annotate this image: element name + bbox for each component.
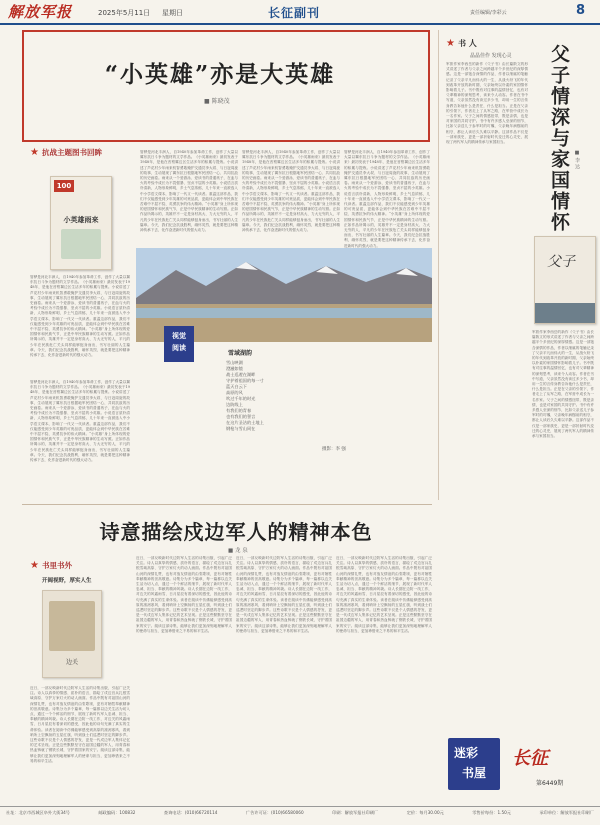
column-tag-shulishuwai — [30, 560, 72, 571]
book-cover-title: 小英雄雨来 — [63, 215, 99, 224]
page-number: 8 — [576, 3, 586, 18]
poem-line: 也有我们的誓言 — [226, 414, 256, 419]
bottom-feature-subheading: 开阔视野，厚实人生 — [42, 578, 92, 584]
top-feature-body-col-1: 管桦是河北丰润人，自1940年参加革命工作，创作了大量以冀东抗日斗争为题材的文学作品。《小英雄雨来》最初发表于1948年，是他在晋察冀边区生活多年的积累与提炼。小说讲述了芦花村少年雨来机智勇敢掩护交通员李大叔、与日寇周旋的故事，生动展现了冀东抗日根据地军民团结一心、共同抗敌的历史画卷。雨来从一个爱游泳、爱读书的普通孩子，在血与火的考验中成长为不畏强暴、坚贞不屈的小英雄。小说语言质朴清新，人物形象鲜明，乡土气息浓郁，几十年来一直被选入中小学语文课本，影响了一代又一代读者。重温这部作品，我们不仅能感受到少年英雄的可贵品质，更能体会到中华民族在苦难中不屈不挠、英勇抗争的伟大精神。“小英雄”身上所体现的爱国情怀和民族气节，正是中华民族精神的生动写照。正如作品所揭示的，英雄并不一定是身材高大、力大无穷的人，平凡的少年在民族危亡关头同样能够挺身而出，书写壮丽的人生篇章。今天，我们纪念抗战胜利，缅怀英烈，就是要把这种精神传承下去，化作奋进新时代的强大动力。 — [140, 150, 238, 233]
poem-line: 边防线上 — [226, 402, 243, 407]
visual-reading-tag-line1: 视觉 — [172, 332, 186, 340]
footer-rule — [0, 806, 600, 807]
poem-line: 蓝天白云下 — [226, 384, 247, 389]
shuwu-label: 书屋 — [462, 766, 487, 780]
book-people-tag-label: 书 人 — [457, 39, 477, 48]
bottom-feature-title: 诗意描绘戍边军人的精神本色 — [99, 520, 373, 544]
poem-line: 钢枪与雪山同在 — [226, 426, 256, 431]
book-cover-fuzi-title: 父子 — [547, 254, 575, 270]
poem-line: 雪山映湖 — [226, 360, 243, 365]
top-feature-body-col-3: 管桦是河北丰润人，自1940年参加革命工作，创作了大量以冀东抗日斗争为题材的文学作品。《小英雄雨来》最初发表于1948年，是他在晋察冀边区生活多年的积累与提炼。小说讲述了芦花村少年雨来机智勇敢掩护交通员李大叔、与日寇周旋的故事，生动展现了冀东抗日根据地军民团结一心、共同抗敌的历史画卷。雨来从一个爱游泳、爱读书的普通孩子，在血与火的考验中成长为不畏强暴、坚贞不屈的小英雄。小说语言质朴清新，人物形象鲜明，乡土气息浓郁，几十年来一直被选入中小学语文课本，影响了一代又一代读者。重温这部作品，我们不仅能感受到少年英雄的可贵品质，更能体会到中华民族在苦难中不屈不挠、英勇抗争的伟大精神。“小英雄”身上所体现的爱国情怀和民族气节，正是中华民族精神的生动写照。正如作品所揭示的，英雄并不一定是身材高大、力大无穷的人，平凡的少年在民族危亡关头同样能够挺身而出，书写壮丽的人生篇章。今天，我们纪念抗战胜利，缅怀英烈，就是要把这种精神传承下去，化作奋进新时代的强大动力。 — [344, 150, 430, 248]
column-tag-antiwar — [30, 146, 102, 158]
footer-postcode: 邮政编码：100832 — [98, 810, 136, 815]
poem-line: 守护着祖国的每一寸 — [226, 378, 264, 383]
book-cover-bianguan-art — [49, 601, 95, 651]
star-icon: ★ — [446, 38, 455, 49]
section-name: 长征副刊 — [268, 6, 321, 20]
bottom-feature-author: ■ 龙 泉 — [228, 548, 248, 554]
top-feature-author: ■ 陈晓茂 — [204, 98, 230, 105]
star-icon: ★ — [30, 560, 39, 571]
book-cover-fuzi — [534, 236, 596, 324]
bottom-feature-caption-text: 近日，一部反映新时代边防军人生活的诗集出版，引起广泛关注。诗人以真挚的情感、质朴的语言，描绘了戍边官兵扎根雪域高原、守护万家灯火的动人画面。作品中既有对祖国山河的深情礼赞，也有对战友情谊的由衷歌颂，更有对牺牲奉献精神的崇高敬意。诗集分为多个篇章，每一篇都以边关生活为切入点，通过一个个鲜活的细节，展现了新时代军人忠诚、担当、奉献的精神风貌。诗人长期在边防一线工作，对边关的风霜雨雪、日月星辰有着深切的感受，因此他的诗句充满了真实的生命体验。读者在阅读中仿佛能够感受到高原的凛冽寒风，看到哨所上空飘扬的五星红旗，听到战士们巡逻时坚定的脚步声。这些诗歌不仅是个人情感的抒发，更是一代戍边军人集体记忆的艺术呈现。正是这些默默坚守在祖国边疆的军人，用青春和热血铸就了钢铁长城，守护着国家的安宁。阅读这部诗集，能够让我们更加深刻地理解军人的使命与担当，更加珍惜来之不易的和平生活。 — [30, 686, 130, 763]
newspaper-logo: 解放军报 — [8, 3, 73, 21]
poem-title: 雪域湖韵 — [228, 350, 253, 357]
top-feature-caption-text: 管桦是河北丰润人，自1940年参加革命工作，创作了大量以冀东抗日斗争为题材的文学作品。《小英雄雨来》最初发表于1948年，是他在晋察冀边区生活多年的积累与提炼。小说讲述了芦花村少年雨来机智勇敢掩护交通员李大叔、与日寇周旋的故事，生动展现了冀东抗日根据地军民团结一心、共同抗敌的历史画卷。雨来从一个爱游泳、爱读书的普通孩子，在血与火的考验中成长为不畏强暴、坚贞不屈的小英雄。小说语言质朴清新，人物形象鲜明，乡土气息浓郁，几十年来一直被选入中小学语文课本，影响了一代又一代读者。重温这部作品，我们不仅能感受到少年英雄的可贵品质，更能体会到中华民族在苦难中不屈不挠、英勇抗争的伟大精神。“小英雄”身上所体现的爱国情怀和民族气节，正是中华民族精神的生动写照。正如作品所揭示的，英雄并不一定是身材高大、力大无穷的人，平凡的少年在民族危亡关头同样能够挺身而出，书写壮丽的人生篇章。今天，我们纪念抗战胜利，缅怀英烈，就是要把这种精神传承下去，化作奋进新时代的强大动力。 — [30, 275, 130, 358]
poem-line: 有我们的青春 — [226, 408, 252, 413]
bottom-feature-body-col-1: 近日，一部反映新时代边防军人生活的诗集出版，引起广泛关注。诗人以真挚的情感、质朴的语言，描绘了戍边官兵扎根雪域高原、守护万家灯火的动人画面。作品中既有对祖国山河的深情礼赞，也有对战友情谊的由衷歌颂，更有对牺牲奉献精神的崇高敬意。诗集分为多个篇章，每一篇都以边关生活为切入点，通过一个个鲜活的细节，展现了新时代军人忠诚、担当、奉献的精神风貌。诗人长期在边防一线工作，对边关的风霜雨雪、日月星辰有着深切的感受，因此他的诗句充满了真实的生命体验。读者在阅读中仿佛能够感受到高原的凛冽寒风，看到哨所上空飘扬的五星红旗，听到战士们巡逻时坚定的脚步声。这些诗歌不仅是个人情感的抒发，更是一代戍边军人集体记忆的艺术呈现。正是这些默默坚守在祖国边疆的军人，用青春和热血铸就了钢铁长城，守护着国家的安宁。阅读这部诗集，能够让我们更加深刻地理解军人的使命与担当，更加珍惜来之不易的和平生活。 — [136, 556, 232, 633]
book-people-author: ■ 李 达 — [574, 150, 580, 170]
photo-credit: 摄影：李 强 — [322, 447, 346, 452]
book-cover-illustration — [61, 229, 101, 259]
book-people-body-col-1: 军旅作家李西岳的新作《父子书》由长篇散文的形式讲述了作者与父亲之间跨越半个多世纪的深厚情感。这是一部饱含深情的作品，作者以细腻的笔触记录了父亲平凡而伟大的一生，从战火纷飞的年代到改革开放的新时期，父亲始终以朴素的家国情怀影响着儿子。书中既有对往事的温情回忆，也有对父辈精神的深刻思考，读来令人动容。作者在书中写道，父亲虽然没有读过多少书，却用一生的言传身教告诉他什么是责任，什么是担当。正是在父亲的引领下，作者走上了从军之路，在军营中成长为一名作家。父子之间的情感纽带，既是亲情，也是对家国的共同守护。书中有许多感人至深的细节，比如父亲送儿子参军时的叮嘱，父亲晚年病榻前的相守，都让人读后久久难以平静。这部作品不仅是一部家族史，更是一部折射时代变迁的心灵史，展现了两代军人的精神传承与家国担当。 — [446, 62, 528, 145]
micai-shuwu-tag — [448, 738, 500, 790]
issue-date: 2025年5月11日 — [98, 9, 151, 17]
footer-extra: 承印单位：解放军报社印刷厂 — [539, 810, 594, 815]
book-cover-xiaoyingxiong — [50, 176, 112, 270]
masthead-rule — [0, 23, 600, 25]
book-people-tag — [446, 38, 477, 49]
poem-line: 吹过千年的时光 — [226, 396, 256, 401]
bottom-feature-body-col-3: 近日，一部反映新时代边防军人生活的诗集出版，引起广泛关注。诗人以真挚的情感、质朴的语言，描绘了戍边官兵扎根雪域高原、守护万家灯火的动人画面。作品中既有对祖国山河的深情礼赞，也有对战友情谊的由衷歌颂，更有对牺牲奉献精神的崇高敬意。诗集分为多个篇章，每一篇都以边关生活为切入点，通过一个个鲜活的细节，展现了新时代军人忠诚、担当、奉献的精神风貌。诗人长期在边防一线工作，对边关的风霜雨雪、日月星辰有着深切的感受，因此他的诗句充满了真实的生命体验。读者在阅读中仿佛能够感受到高原的凛冽寒风，看到哨所上空飘扬的五星红旗，听到战士们巡逻时坚定的脚步声。这些诗歌不仅是个人情感的抒发，更是一代戍边军人集体记忆的艺术呈现。正是这些默默坚守在祖国边疆的军人，用青春和热血铸就了钢铁长城，守护着国家的安宁。阅读这部诗集，能够让我们更加深刻地理解军人的使命与担当，更加珍惜来之不易的和平生活。 — [336, 556, 432, 633]
poem-line: 澄澈如镜 — [226, 366, 243, 371]
star-icon: ★ — [30, 146, 39, 158]
book-badge-icon: 100 — [54, 180, 74, 192]
top-feature-title: “小英雄”亦是大英雄 — [104, 61, 336, 88]
poem-line: 战士巡逻在湖畔 — [226, 372, 256, 377]
footer-address: 社址：北京市西城区阜外大街34号 — [6, 810, 70, 815]
footer-printer: 印刷：解放军报社印刷厂 — [332, 810, 379, 815]
issue-number: 第6449期 — [536, 780, 564, 787]
footer-phone: 查询电话：(010)66720114 — [163, 810, 218, 815]
column-tag-shulishuwai-label: 书里书外 — [41, 561, 72, 570]
poem-lines — [226, 360, 346, 432]
footer-ad-phone: 广告许可证：(010)66580060 — [245, 810, 304, 815]
visual-reading-tag-line2: 阅读 — [172, 344, 186, 352]
visual-reading-tag — [164, 326, 194, 362]
book-cover-bianguan — [42, 590, 102, 678]
poem-line: 在这片圣洁的土地上 — [226, 420, 264, 425]
masthead — [0, 0, 600, 24]
column-divider — [438, 30, 439, 500]
weekday: 星期日 — [162, 9, 183, 17]
vertical-title: 父子情深与家国情怀 — [548, 44, 570, 233]
book-cover-bianguan-title: 边关 — [65, 659, 78, 666]
changzheng-logo: 长征 — [512, 748, 548, 769]
section-divider — [22, 504, 432, 505]
footer-retail: 零售价每份：1.50元 — [472, 810, 511, 815]
book-people-body-col-2: 军旅作家李西岳的新作《父子书》由长篇散文的形式讲述了作者与父亲之间跨越半个多世纪的深厚情感。这是一部饱含深情的作品，作者以细腻的笔触记录了父亲平凡而伟大的一生，从战火纷飞的年代到改革开放的新时期，父亲始终以朴素的家国情怀影响着儿子。书中既有对往事的温情回忆，也有对父辈精神的深刻思考，读来令人动容。作者在书中写道，父亲虽然没有读过多少书，却用一生的言传身教告诉他什么是责任，什么是担当。正是在父亲的引领下，作者走上了从军之路，在军营中成长为一名作家。父子之间的情感纽带，既是亲情，也是对家国的共同守护。书中有许多感人至深的细节，比如父亲送儿子参军时的叮嘱，父亲晚年病榻前的相守，都让人读后久久难以平静。这部作品不仅是一部家族史，更是一部折射时代变迁的心灵史，展现了两代军人的精神传承与家国担当。 — [532, 330, 594, 439]
bottom-feature-body-col-2: 近日，一部反映新时代边防军人生活的诗集出版，引起广泛关注。诗人以真挚的情感、质朴的语言，描绘了戍边官兵扎根雪域高原、守护万家灯火的动人画面。作品中既有对祖国山河的深情礼赞，也有对战友情谊的由衷歌颂，更有对牺牲奉献精神的崇高敬意。诗集分为多个篇章，每一篇都以边关生活为切入点，通过一个个鲜活的细节，展现了新时代军人忠诚、担当、奉献的精神风貌。诗人长期在边防一线工作，对边关的风霜雨雪、日月星辰有着深切的感受，因此他的诗句充满了真实的生命体验。读者在阅读中仿佛能够感受到高原的凛冽寒风，看到哨所上空飘扬的五星红旗，听到战士们巡逻时坚定的脚步声。这些诗歌不仅是个人情感的抒发，更是一代戍边军人集体记忆的艺术呈现。正是这些默默坚守在祖国边疆的军人，用青春和热血铸就了钢铁长城，守护着国家的安宁。阅读这部诗集，能够让我们更加深刻地理解军人的使命与担当，更加珍惜来之不易的和平生活。 — [236, 556, 332, 633]
book-people-subtitle: 晶晶佳作 发现心灵 — [470, 53, 512, 59]
footer — [6, 810, 594, 816]
footer-price: 定价：每月30.00元 — [406, 810, 444, 815]
micai-label: 迷彩 — [454, 746, 479, 760]
top-feature-body-col-4: 管桦是河北丰润人，自1940年参加革命工作，创作了大量以冀东抗日斗争为题材的文学作品。《小英雄雨来》最初发表于1948年，是他在晋察冀边区生活多年的积累与提炼。小说讲述了芦花村少年雨来机智勇敢掩护交通员李大叔、与日寇周旋的故事，生动展现了冀东抗日根据地军民团结一心、共同抗敌的历史画卷。雨来从一个爱游泳、爱读书的普通孩子，在血与火的考验中成长为不畏强暴、坚贞不屈的小英雄。小说语言质朴清新，人物形象鲜明，乡土气息浓郁，几十年来一直被选入中小学语文课本，影响了一代又一代读者。重温这部作品，我们不仅能感受到少年英雄的可贵品质，更能体会到中华民族在苦难中不屈不挠、英勇抗争的伟大精神。“小英雄”身上所体现的爱国情怀和民族气节，正是中华民族精神的生动写照。正如作品所揭示的，英雄并不一定是身材高大、力大无穷的人，平凡的少年在民族危亡关头同样能够挺身而出，书写壮丽的人生篇章。今天，我们纪念抗战胜利，缅怀英烈，就是要把这种精神传承下去，化作奋进新时代的强大动力。 — [30, 380, 130, 463]
top-feature-body-col-2: 管桦是河北丰润人，自1940年参加革命工作，创作了大量以冀东抗日斗争为题材的文学作品。《小英雄雨来》最初发表于1948年，是他在晋察冀边区生活多年的积累与提炼。小说讲述了芦花村少年雨来机智勇敢掩护交通员李大叔、与日寇周旋的故事，生动展现了冀东抗日根据地军民团结一心、共同抗敌的历史画卷。雨来从一个爱游泳、爱读书的普通孩子，在血与火的考验中成长为不畏强暴、坚贞不屈的小英雄。小说语言质朴清新，人物形象鲜明，乡土气息浓郁，几十年来一直被选入中小学语文课本，影响了一代又一代读者。重温这部作品，我们不仅能感受到少年英雄的可贵品质，更能体会到中华民族在苦难中不屈不挠、英勇抗争的伟大精神。“小英雄”身上所体现的爱国情怀和民族气节，正是中华民族精神的生动写照。正如作品所揭示的，英雄并不一定是身材高大、力大无穷的人，平凡的少年在民族危亡关头同样能够挺身而出，书写壮丽的人生篇章。今天，我们纪念抗战胜利，缅怀英烈，就是要把这种精神传承下去，化作奋进新时代的强大动力。 — [242, 150, 340, 233]
editor-line: 责任编辑/李彩云 — [470, 10, 507, 16]
column-tag-label: 抗战主题图书回眸 — [41, 147, 102, 157]
book-cover-fuzi-band — [535, 303, 595, 323]
poem-line: 高原的风 — [226, 390, 243, 395]
